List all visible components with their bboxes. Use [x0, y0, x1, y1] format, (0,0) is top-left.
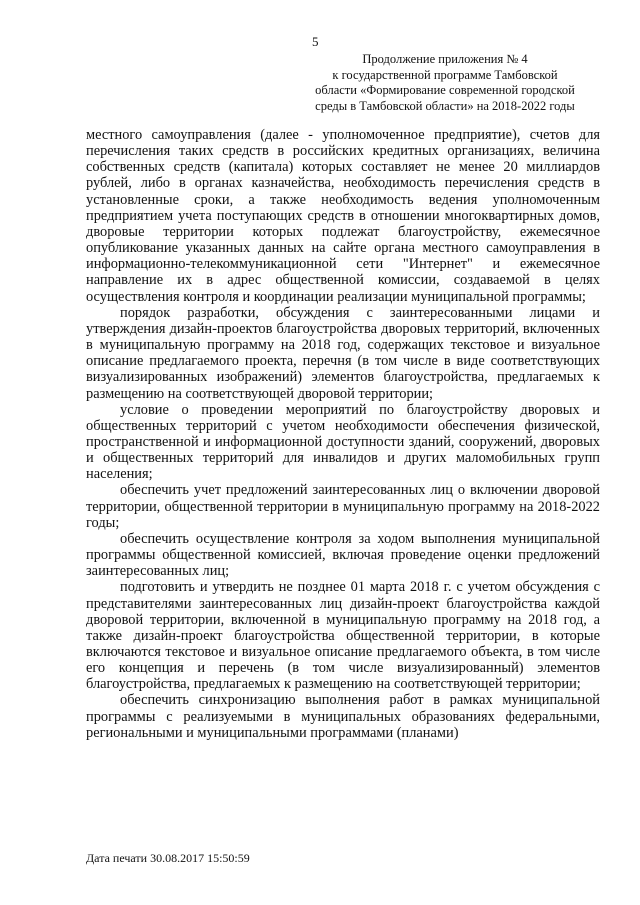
paragraph: обеспечить учет предложений заинтересованных лиц о включении дворовой территории, общественной территории в муниципальную программу на 2018-2022 годы;: [86, 482, 600, 531]
header-line: области «Формирование современной городской: [315, 83, 575, 97]
appendix-header: [300, 52, 590, 114]
paragraph: обеспечить синхронизацию выполнения работ в рамках муниципальной программы с реализуемыми в муниципальных образованиях федеральными, региональными и муниципальными программами (планами): [86, 692, 600, 741]
paragraph: условие о проведении мероприятий по благоустройству дворовых и общественных территорий с учетом необходимости обеспечения физической, пространственной и информационной доступности зданий, сооружений, дворовых и общественных территорий для инвалидов и других маломобильных групп населения;: [86, 401, 600, 483]
paragraph: подготовить и утвердить не позднее 01 марта 2018 г. с учетом обсуждения с представителями заинтересованных лиц дизайн-проект благоустройства каждой дворовой территории, включенной в муниципальную программу на 2018 год, а также дизайн-проект благоустройства общественной территории, в которые включаются текстовое и визуальное описание предлагаемого объекта, в том числе его концепция и перечень (в том числе визуализированный) элементов благоустройства, предлагаемых к размещению на соответствующей территории;: [86, 579, 600, 693]
document-body: [86, 127, 600, 741]
page-number: 5: [312, 34, 319, 49]
print-date-footer: Дата печати 30.08.2017 15:50:59: [86, 851, 250, 865]
header-line: среды в Тамбовской области» на 2018-2022 годы: [315, 98, 575, 113]
paragraph: порядок разработки, обсуждения с заинтересованными лицами и утверждения дизайн-проектов благоустройства дворовых территорий, включенных в муниципальную программу на 2018 год, содержащих текстовое и визуальное описание предлагаемого проекта, перечня (в том числе в виде соответствующих визуализированных изображений) элементов благоустройства, предлагаемых к размещению на соответствующей дворовой территории;: [86, 304, 600, 402]
header-line: к государственной программе Тамбовской: [332, 67, 558, 82]
paragraph: обеспечить осуществление контроля за ходом выполнения муниципальной программы общественной комиссией, включая проведение оценки предложений заинтересованных лиц;: [86, 530, 600, 580]
header-line: Продолжение приложения № 4: [362, 52, 528, 66]
paragraph-continuation: местного самоуправления (далее - уполномоченное предприятие), счетов для перечисления таких средств в российских кредитных организациях, величина собственных средств (капитала) которых составляет не менее 20 миллиардов рублей, либо в органах казначейства, необходимость перечисления средств в установленные сроки, а также необходимость ведения уполномоченным предприятием учета поступающих средств в отношении многоквартирных домов, дворовые территории которых подлежат благоустройству, ежемесячное опубликование указанных данных на сайте органа местного самоуправления в информационно-телекоммуникационной сети "Интернет" и ежемесячное направление их в адрес общественной комиссии, создаваемой в целях осуществления контроля и координации реализации муниципальной программы;: [86, 127, 600, 305]
